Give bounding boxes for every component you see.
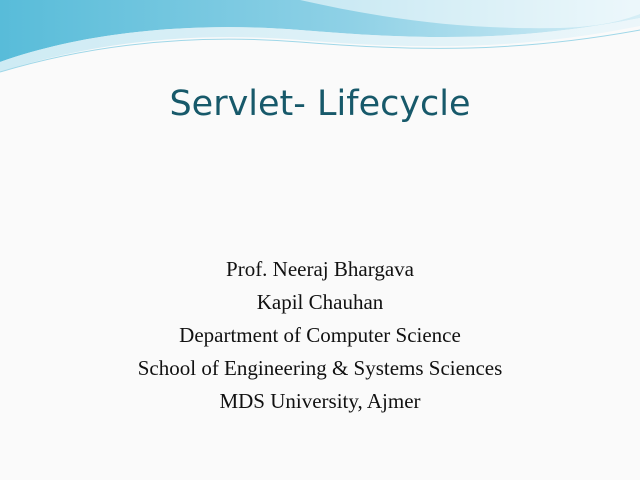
school: School of Engineering & Systems Sciences — [137, 356, 503, 380]
slide-subtitle — [0, 253, 640, 418]
author-name: Prof. Neeraj Bhargava — [226, 257, 414, 281]
header-wave-decoration — [0, 0, 640, 90]
slide-title: Servlet- Lifecycle — [169, 84, 471, 124]
coauthor-name: Kapil Chauhan — [256, 290, 384, 314]
university: MDS University, Ajmer — [219, 389, 421, 413]
department: Department of Computer Science — [179, 323, 461, 347]
